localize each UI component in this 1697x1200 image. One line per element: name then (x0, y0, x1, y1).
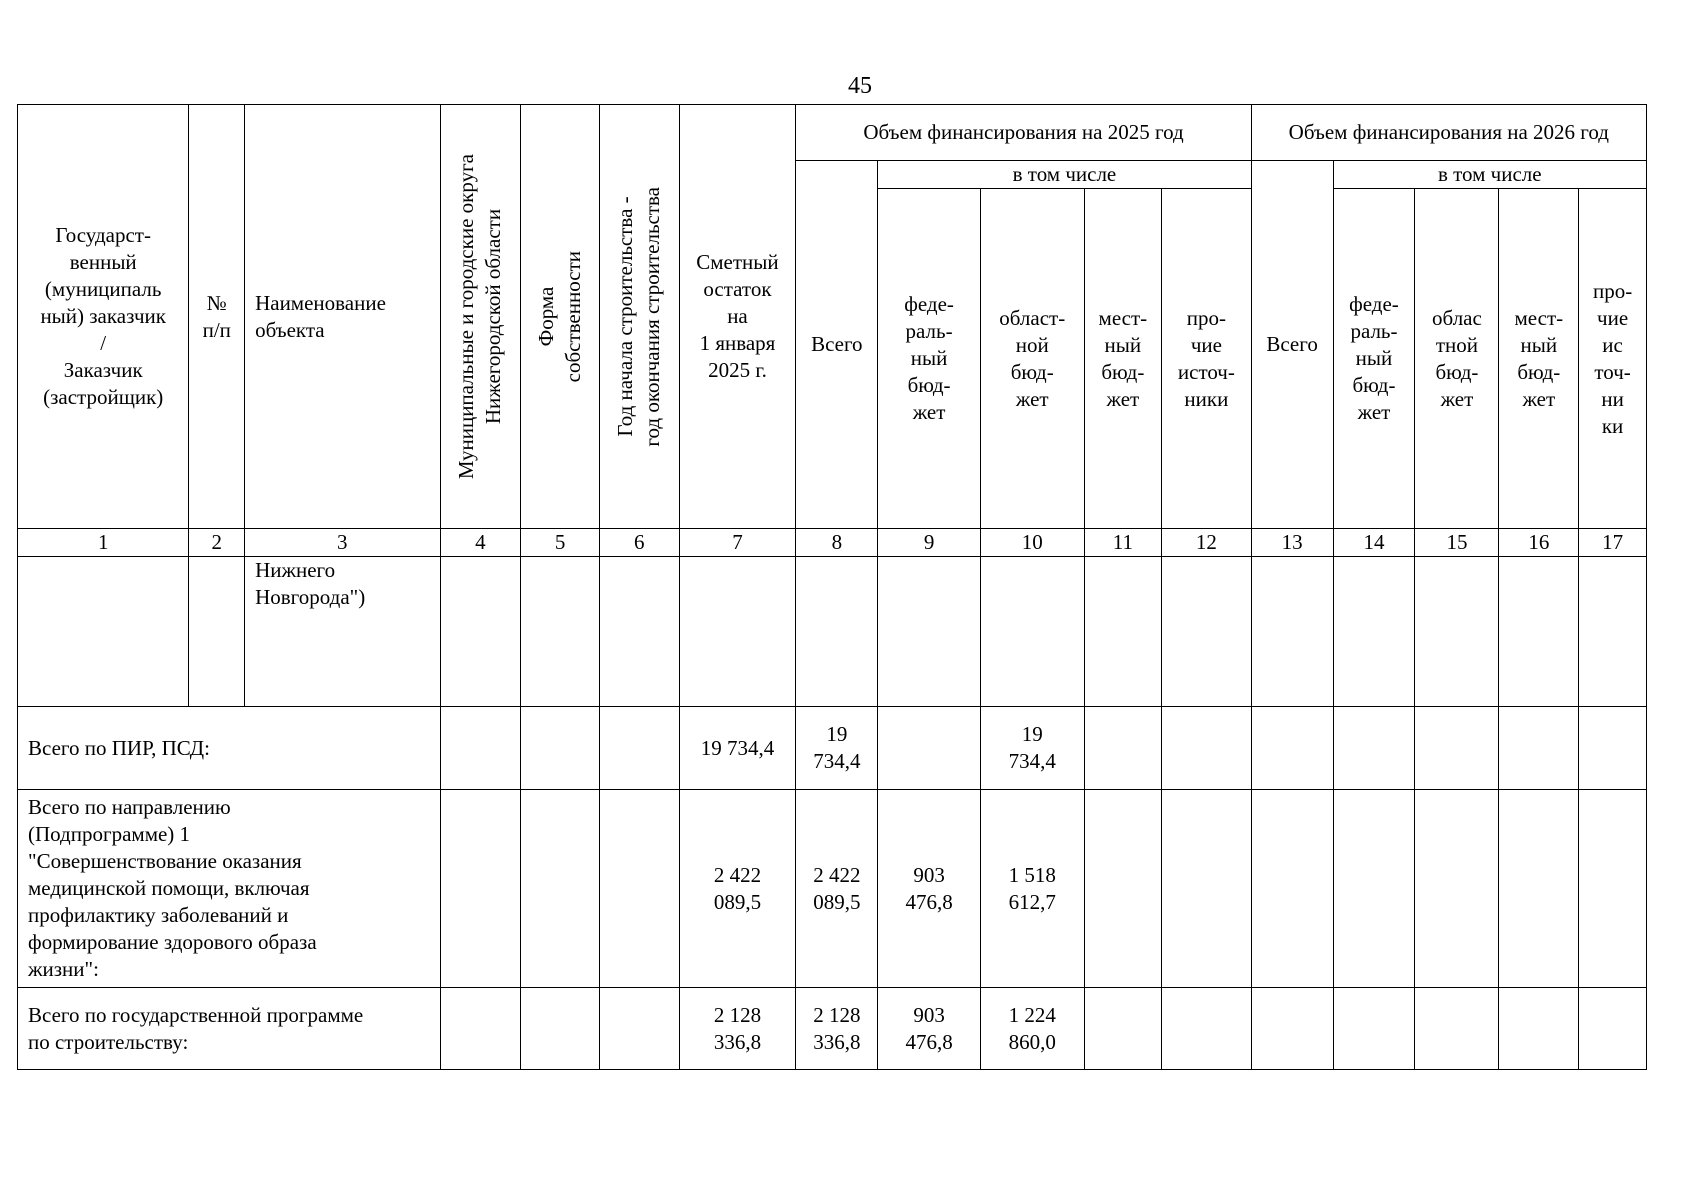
cell-empty (599, 988, 679, 1070)
header-federal-2025 (878, 189, 981, 529)
header-estimate-l4: 1 января (699, 331, 776, 355)
header-municipal-l1: Муниципальные и городские округа (454, 153, 479, 480)
header-customer-l7: (застройщик) (43, 385, 164, 409)
header-regional-2025 (980, 189, 1084, 529)
program-regional-l1: 1 224 (1008, 1002, 1056, 1027)
cell-empty (521, 557, 600, 707)
program-estimate-l2: 336,8 (713, 1029, 762, 1054)
header-total-2025: Всего (796, 161, 878, 529)
header-federal-2026-l3: ный (1355, 346, 1393, 370)
header-customer-l2: венный (69, 250, 137, 274)
cell-empty (679, 557, 796, 707)
header-other-2026-l4: точ- (1594, 359, 1631, 384)
header-other-2026-l2: чие (1597, 305, 1629, 330)
header-other-2026-l3: ис (1602, 332, 1623, 357)
col-num-8: 8 (796, 529, 878, 557)
header-years (599, 105, 679, 529)
col-num-5: 5 (521, 529, 600, 557)
program-estimate (679, 988, 796, 1070)
subprogram-federal-l2: 476,8 (905, 889, 953, 914)
cell-empty (599, 557, 679, 707)
header-ownership (521, 105, 600, 529)
cell-empty (1499, 790, 1579, 988)
cell-empty (1579, 988, 1647, 1070)
header-other-2026-l1: про- (1592, 278, 1633, 303)
header-customer-l6: Заказчик (63, 358, 143, 382)
cell-empty (1162, 557, 1252, 707)
cell-empty (1251, 790, 1333, 988)
col-num-17: 17 (1579, 529, 1647, 557)
cell-empty (1579, 790, 1647, 988)
cell-empty (1162, 707, 1252, 790)
cell-empty (1499, 557, 1579, 707)
header-federal-2026 (1333, 189, 1415, 529)
subprogram-label-l6: формирование здорового образа (28, 930, 317, 954)
subprogram-federal-l1: 903 (913, 862, 945, 887)
header-regional-2026-l3: бюд- (1435, 359, 1479, 384)
cell-empty (1084, 988, 1162, 1070)
header-object-name (245, 105, 440, 529)
header-local-2025 (1084, 189, 1162, 529)
cell-empty (440, 790, 521, 988)
cell-empty (440, 707, 521, 790)
cell-empty (1251, 557, 1333, 707)
cell-empty (1499, 988, 1579, 1070)
program-federal-l1: 903 (913, 1002, 945, 1027)
col-num-9: 9 (878, 529, 981, 557)
cell-empty (521, 707, 600, 790)
program-federal (878, 988, 981, 1070)
program-regional-l2: 860,0 (1008, 1029, 1056, 1054)
header-local-2026-l3: бюд- (1517, 359, 1561, 384)
col-num-11: 11 (1084, 529, 1162, 557)
col-num-3: 3 (245, 529, 440, 557)
cell-empty (1333, 557, 1415, 707)
table-row-pir-total (18, 707, 1647, 790)
cell-empty (1162, 790, 1252, 988)
cell-empty (1084, 790, 1162, 988)
header-years-l1: Год начала строительства - (613, 196, 638, 437)
table-row-continuation (18, 557, 1647, 707)
header-object-name-l2: объекта (255, 317, 325, 342)
program-total-l2: 336,8 (813, 1029, 861, 1054)
header-num-l1: № (206, 290, 227, 315)
subprogram-label-l3: "Совершенствование оказания (28, 849, 302, 873)
cell-empty (980, 557, 1084, 707)
subprogram-regional-l2: 612,7 (1008, 889, 1056, 914)
header-regional-2026 (1415, 189, 1499, 529)
header-including-2026: в том числе (1333, 161, 1646, 189)
header-estimate-l2: остаток (703, 277, 772, 301)
subprogram-label (18, 790, 441, 988)
col-num-15: 15 (1415, 529, 1499, 557)
subprogram-estimate-l2: 089,5 (713, 889, 762, 914)
header-federal-2025-l3: ный (910, 346, 948, 370)
cell-empty (1415, 707, 1499, 790)
header-object-name-l1: Наименование (255, 290, 386, 315)
program-total (796, 988, 878, 1070)
header-other-2026-l6: ки (1601, 413, 1624, 438)
pir-total-label: Всего по ПИР, ПСД: (18, 707, 441, 790)
subprogram-total-l1: 2 422 (813, 862, 861, 887)
subprogram-regional (980, 790, 1084, 988)
header-federal-2025-l2: раль- (905, 319, 953, 343)
pir-regional (980, 707, 1084, 790)
cell-object-name (245, 557, 440, 707)
subprogram-total-l2: 089,5 (813, 889, 861, 914)
subprogram-label-l5: профилактику заболеваний и (28, 903, 289, 927)
col-num-14: 14 (1333, 529, 1415, 557)
subprogram-estimate (679, 790, 796, 988)
header-other-2026-l5: ни (1601, 386, 1624, 411)
header-estimate-l3: на (727, 304, 748, 328)
header-customer-l1: Государст- (55, 223, 151, 247)
header-local-2026-l4: жет (1522, 386, 1556, 411)
header-years-text (612, 187, 666, 447)
cell-empty (521, 988, 600, 1070)
header-federal-2025-l5: жет (912, 400, 946, 424)
program-regional (980, 988, 1084, 1070)
header-num (189, 105, 245, 529)
col-num-12: 12 (1162, 529, 1252, 557)
header-local-2025-l2: ный (1104, 332, 1142, 357)
program-label (18, 988, 441, 1070)
header-local-2026 (1499, 189, 1579, 529)
header-estimate-l5: 2025 г. (708, 358, 767, 382)
cell-empty (189, 557, 245, 707)
page-number: 45 (848, 73, 872, 99)
col-num-10: 10 (980, 529, 1084, 557)
col-num-16: 16 (1499, 529, 1579, 557)
header-local-2026-l1: мест- (1514, 305, 1564, 330)
header-regional-2025-l4: жет (1015, 386, 1049, 411)
program-estimate-l1: 2 128 (713, 1002, 762, 1027)
subprogram-label-l1: Всего по направлению (28, 795, 231, 819)
header-municipal (440, 105, 521, 529)
header-municipal-text (453, 154, 507, 479)
header-federal-2025-l1: феде- (904, 292, 954, 316)
object-name-l2: Новгорода") (255, 585, 366, 609)
financing-table (17, 104, 1647, 1070)
col-num-1: 1 (18, 529, 189, 557)
col-num-13: 13 (1251, 529, 1333, 557)
cell-empty (878, 707, 981, 790)
cell-empty (521, 790, 600, 988)
object-name-l1: Нижнего (255, 558, 336, 582)
col-num-7: 7 (679, 529, 796, 557)
table-row-subprogram-total (18, 790, 1647, 988)
cell-empty (1415, 557, 1499, 707)
pir-regional-l2: 734,4 (1008, 749, 1056, 773)
header-ownership-l1: Форма (534, 286, 559, 347)
cell-empty (1579, 707, 1647, 790)
cell-empty (1579, 557, 1647, 707)
header-local-2026-l2: ный (1520, 332, 1558, 357)
cell-empty (1333, 988, 1415, 1070)
cell-empty (1084, 557, 1162, 707)
cell-empty (1333, 790, 1415, 988)
subprogram-regional-l1: 1 518 (1008, 862, 1056, 887)
program-label-l1: Всего по государственной программе (28, 1002, 364, 1027)
header-estimate-l1: Сметный (696, 250, 779, 274)
pir-estimate: 19 734,4 (679, 707, 796, 790)
cell-empty (599, 790, 679, 988)
cell-empty (1333, 707, 1415, 790)
header-other-2025-l2: чие (1190, 332, 1222, 357)
pir-total (796, 707, 878, 790)
column-number-row (18, 529, 1647, 557)
cell-empty (18, 557, 189, 707)
program-federal-l2: 476,8 (905, 1029, 953, 1054)
header-fin-2025: Объем финансирования на 2025 год (796, 105, 1251, 161)
header-other-2025-l4: ники (1184, 386, 1229, 411)
program-total-l1: 2 128 (813, 1002, 861, 1027)
header-fin-2026: Объем финансирования на 2026 год (1251, 105, 1646, 161)
header-total-2026: Всего (1251, 161, 1333, 529)
pir-total-l2: 734,4 (813, 749, 861, 773)
header-municipal-l2: Нижегородской области (481, 208, 506, 425)
header-regional-2025-l3: бюд- (1010, 359, 1054, 384)
table-row-program-total (18, 988, 1647, 1070)
cell-empty (1499, 707, 1579, 790)
header-ownership-text (533, 251, 587, 382)
header-regional-2025-l1: област- (999, 305, 1066, 330)
cell-empty (1415, 988, 1499, 1070)
header-row-1 (18, 105, 1647, 161)
col-num-4: 4 (440, 529, 521, 557)
cell-empty (599, 707, 679, 790)
cell-empty (1084, 707, 1162, 790)
header-federal-2026-l1: феде- (1349, 292, 1399, 316)
header-customer-l4: ный) заказчик (40, 304, 166, 328)
col-num-2: 2 (189, 529, 245, 557)
program-label-l2: по строительству: (28, 1029, 189, 1054)
subprogram-label-l2: (Подпрограмме) 1 (28, 822, 191, 846)
header-ownership-l2: собственности (561, 250, 586, 383)
header-other-2025 (1162, 189, 1252, 529)
header-local-2025-l1: мест- (1098, 305, 1148, 330)
cell-empty (1162, 988, 1252, 1070)
header-federal-2025-l4: бюд- (907, 373, 951, 397)
header-num-l2: п/п (202, 317, 231, 342)
header-years-l2: год окончания строительства (640, 186, 665, 447)
subprogram-label-l7: жизни": (28, 957, 99, 981)
cell-empty (1415, 790, 1499, 988)
header-federal-2026-l5: жет (1357, 400, 1391, 424)
header-other-2026 (1579, 189, 1647, 529)
header-other-2025-l1: про- (1186, 305, 1226, 330)
subprogram-estimate-l1: 2 422 (713, 862, 762, 887)
subprogram-federal (878, 790, 981, 988)
header-including-2025: в том числе (878, 161, 1251, 189)
header-other-2025-l3: источ- (1177, 359, 1235, 384)
header-regional-2026-l4: жет (1440, 386, 1474, 411)
cell-empty (1251, 707, 1333, 790)
col-num-6: 6 (599, 529, 679, 557)
cell-empty (796, 557, 878, 707)
header-regional-2026-l1: облас (1432, 305, 1482, 330)
subprogram-label-l4: медицинской помощи, включая (28, 876, 310, 900)
header-regional-2026-l2: тной (1435, 332, 1479, 357)
pir-regional-l1: 19 (1021, 722, 1043, 746)
header-local-2025-l4: жет (1106, 386, 1140, 411)
cell-empty (878, 557, 981, 707)
header-regional-2025-l2: ной (1015, 332, 1049, 357)
header-local-2025-l3: бюд- (1101, 359, 1145, 384)
pir-total-l1: 19 (826, 722, 848, 746)
cell-empty (440, 557, 521, 707)
header-customer-l5: / (100, 331, 107, 355)
header-estimate (679, 105, 796, 529)
header-federal-2026-l4: бюд- (1352, 373, 1396, 397)
cell-empty (1251, 988, 1333, 1070)
header-federal-2026-l2: раль- (1350, 319, 1398, 343)
header-customer (18, 105, 189, 529)
subprogram-total (796, 790, 878, 988)
header-customer-l3: (муниципаль (44, 277, 162, 301)
cell-empty (440, 988, 521, 1070)
